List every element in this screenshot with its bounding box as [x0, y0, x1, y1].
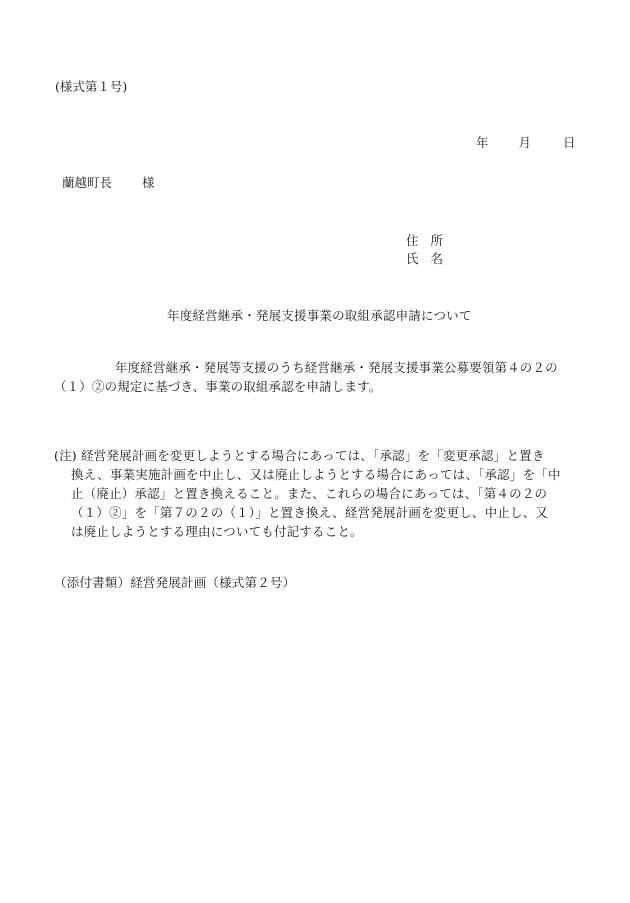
- date-year-label: 年: [476, 135, 489, 150]
- form-number: (様式第１号): [55, 79, 128, 94]
- note-line-3: 止（廃止）承認」と置き換えること。また、これらの場合にあっては、「第４の２の: [71, 486, 548, 501]
- addressee-title: 蘭越町長: [62, 175, 113, 190]
- addressee-honorific: 様: [142, 175, 155, 190]
- addressee: [62, 177, 155, 190]
- note-line-5: は廃止しようとする理由についても付記すること。: [71, 524, 363, 539]
- attachment-note: （添付書類）経営発展計画（様式第２号）: [54, 575, 296, 590]
- applicant-name-label: [406, 253, 443, 266]
- applicant-address-label: [406, 235, 443, 248]
- address-label-char-1: 住: [406, 233, 419, 248]
- body-text-line-1: 年度経営継承・発展等支援のうち経営継承・発展支援事業公募要領第４の２の: [115, 360, 558, 375]
- document-subject: 年度経営継承・発展支援事業の取組承認申請について: [167, 308, 472, 323]
- name-label-char-1: 氏: [406, 251, 419, 266]
- date-day-label: 日: [563, 135, 576, 150]
- date-line: [476, 137, 576, 150]
- address-label-char-2: 所: [430, 233, 444, 248]
- note-line-4: （１）②」を「第７の２の（１）」と置き換え、経営発展計画を変更し、中止し、又: [71, 505, 549, 520]
- note-line-1: (注) 経営発展計画を変更しようとする場合にあっては、「承認」を「変更承認」と置き: [54, 448, 545, 463]
- body-text-line-2: （１）②の規定に基づき、事業の取組承認を申請します。: [54, 379, 382, 394]
- date-month-label: 月: [518, 135, 532, 150]
- name-label-char-2: 名: [430, 251, 444, 266]
- note-line-2: 換え、事業実施計画を中止し、又は廃止しようとする場合にあっては、「承認」を「中: [71, 467, 561, 482]
